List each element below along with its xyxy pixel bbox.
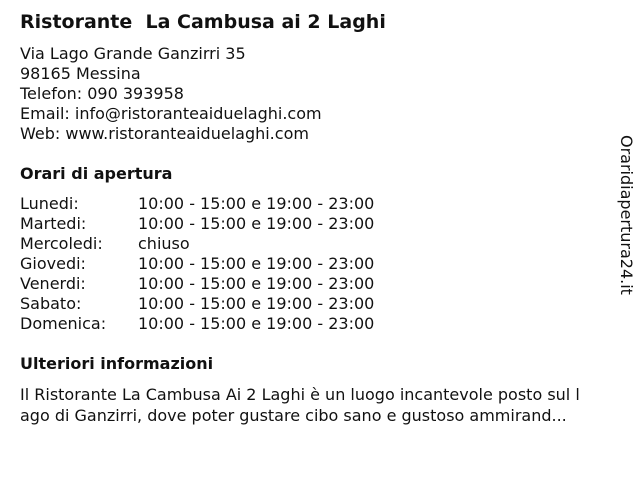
additional-info-heading: Ulteriori informazioni xyxy=(20,354,214,373)
time-value: chiuso xyxy=(138,234,190,253)
time-value: 10:00 - 15:00 e 19:00 - 23:00 xyxy=(138,274,375,293)
website-link[interactable]: Web: www.ristoranteaiduelaghi.com xyxy=(20,124,309,143)
day-label: Martedi: xyxy=(20,214,87,233)
time-value: 10:00 - 15:00 e 19:00 - 23:00 xyxy=(138,214,375,233)
hours-row xyxy=(20,274,440,294)
time-value: 10:00 - 15:00 e 19:00 - 23:00 xyxy=(138,254,375,273)
city-postcode: 98165 Messina xyxy=(20,64,141,83)
day-label: Lunedi: xyxy=(20,194,79,213)
hours-row xyxy=(20,234,440,254)
time-value: 10:00 - 15:00 e 19:00 - 23:00 xyxy=(138,314,375,333)
restaurant-name: Ristorante La Cambusa ai 2 Laghi xyxy=(20,11,386,33)
phone-number[interactable]: Telefon: 090 393958 xyxy=(20,84,184,103)
day-label: Venerdi: xyxy=(20,274,86,293)
day-label: Giovedi: xyxy=(20,254,86,273)
day-label: Mercoledi: xyxy=(20,234,103,253)
email-address[interactable]: Email: info@ristoranteaiduelaghi.com xyxy=(20,104,322,123)
watermark-text: Oraridiapertura24.it xyxy=(617,135,636,295)
hours-row xyxy=(20,294,440,314)
opening-hours-table xyxy=(20,194,440,334)
time-value: 10:00 - 15:00 e 19:00 - 23:00 xyxy=(138,194,375,213)
hours-row xyxy=(20,194,440,214)
watermark xyxy=(608,135,638,310)
opening-hours-heading: Orari di apertura xyxy=(20,164,173,183)
additional-info-text: Il Ristorante La Cambusa Ai 2 Laghi è un luogo incantevole posto sul l ago di Ganzirri, dove poter gustare cibo sano e gustoso ammirand... xyxy=(20,385,580,425)
day-label: Domenica: xyxy=(20,314,107,333)
day-label: Sabato: xyxy=(20,294,82,313)
hours-row xyxy=(20,314,440,334)
time-value: 10:00 - 15:00 e 19:00 - 23:00 xyxy=(138,294,375,313)
hours-row xyxy=(20,254,440,274)
street-address: Via Lago Grande Ganzirri 35 xyxy=(20,44,246,63)
hours-row xyxy=(20,214,440,234)
address-block xyxy=(20,44,322,144)
